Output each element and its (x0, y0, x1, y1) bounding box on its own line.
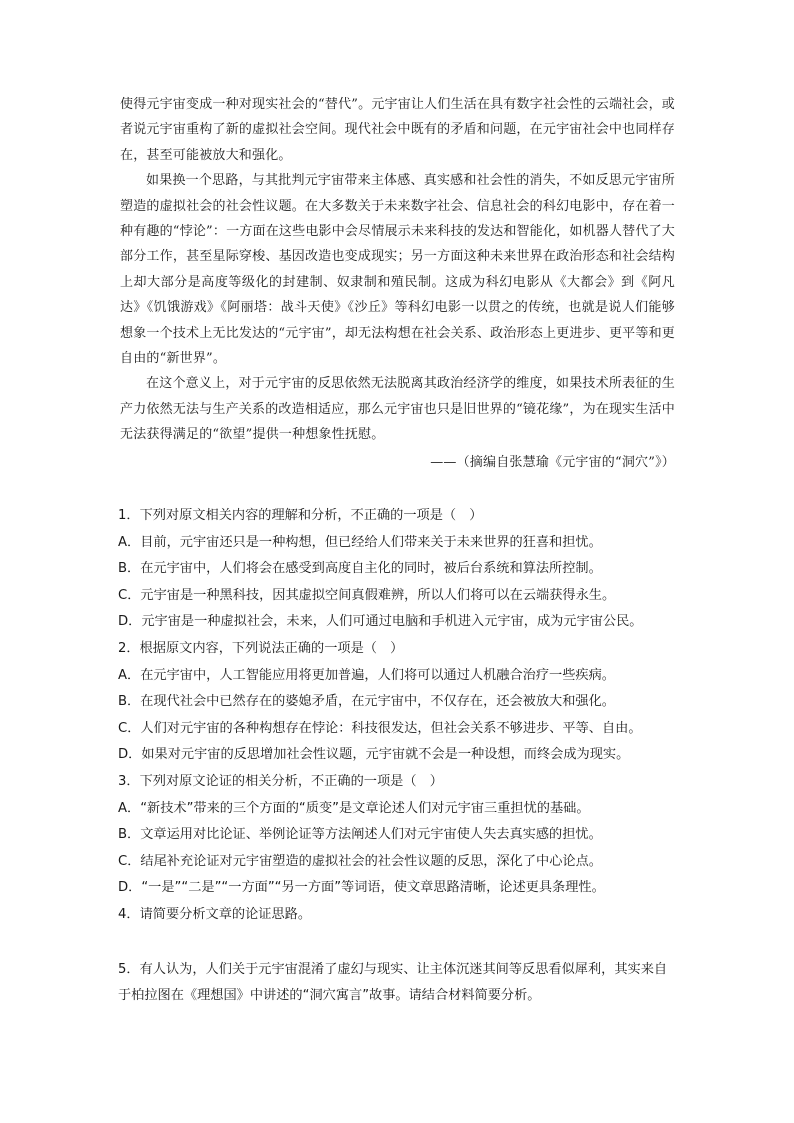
passage-paragraph: 如果换一个思路，与其批判元宇宙带来主体感、真实感和社会性的消失，不如反思元宇宙所塑造的虚拟社会的社会性议题。在大多数关于未来数字社会、信息社会的科幻电影中，存在着一种有趣的“悖论”：一方面在这些电影中会尽情展示未来科技的发达和智能化，如机器人替代了大部分工作，甚至星际穿梭、基因改造也变成现实；另一方面这种未来世界在政治形态和社会结构上却大部分是高度等级化的封建制、奴隶制和殖民制。这成为科幻电影从《大都会》到《阿凡达》《饥饿游戏》《阿丽塔：战斗天使》《沙丘》等科幻电影一以贯之的传统，也就是说人们能够想象一个技术上无比发达的“元宇宙”，却无法构想在社会关系、政治形态上更进步、更平等和更自由的“新世界”。 (120, 173, 675, 367)
option-a: A．在元宇宙中，人工智能应用将更加普遍，人们将可以通过人机融合治疗一些疾病。 (118, 667, 615, 683)
option-c: C．结尾补充论证对元宇宙塑造的虚拟社会的社会性议题的反思，深化了中心论点。 (118, 853, 602, 869)
question-stem: 3．下列对原文论证的相关分析，不正确的一项是（ ） (118, 773, 443, 789)
option-d: D．如果对元宇宙的反思增加社会性议题，元宇宙就不会是一种设想，而终会成为现实。 (118, 747, 630, 763)
question-stem: 1．下列对原文相关内容的理解和分析，不正确的一项是（ ） (118, 508, 483, 523)
option-c: C．人们对元宇宙的各种构想存在悖论：科技很发达，但社会关系不够进步、平等、自由。 (118, 720, 642, 736)
passage-paragraph: 使得元宇宙变成一种对现实社会的“替代”。元宇宙让人们生活在具有数字社会性的云端社会，或者说元宇宙重构了新的虚拟社会空间。现代社会中既有的矛盾和问题，在元宇宙社会中也同样存在，甚至可能被放大和强化。 (120, 97, 675, 163)
question-stem: 2．根据原文内容，下列说法正确的一项是（ ） (118, 640, 404, 656)
option-d: D．“一是”“二是”“一方面”“另一方面”等词语，使文章思路清晰，论述更具条理性。 (118, 880, 605, 896)
question-3 (118, 769, 678, 902)
question-4 (118, 902, 678, 929)
question-stem: 5．有人认为，人们关于元宇宙混淆了虚幻与现实、让主体沉迷其间等反思看似犀利，其实来自于柏拉图在《理想国》中讲述的“洞穴寓言”故事。请结合材料简要分析。 (118, 961, 668, 1003)
question-2 (118, 636, 678, 769)
question-list (118, 503, 678, 1009)
passage-source: ——（摘编自张慧瑜《元宇宙的“洞穴”》） (430, 454, 675, 470)
option-d: D．元宇宙是一种虚拟社会，未来，人们可通过电脑和手机进入元宇宙，成为元宇宙公民。 (118, 614, 643, 630)
option-a: A．“新技术”带来的三个方面的“质变”是文章论述人们对元宇宙三重担忧的基础。 (118, 800, 590, 816)
option-b: B．在元宇宙中，人们将会在感受到高度自主化的同时，被后台系统和算法所控制。 (118, 561, 602, 577)
question-5 (118, 957, 678, 1009)
option-b: B．在现代社会中已然存在的婆媳矛盾，在元宇宙中，不仅存在，还会被放大和强化。 (118, 694, 615, 710)
question-stem: 4．请简要分析文章的论证思路。 (118, 906, 312, 922)
passage-paragraph: 在这个意义上，对于元宇宙的反思依然无法脱离其政治经济学的维度，如果技术所表征的生产力依然无法与生产关系的改造相适应，那么元宇宙也只是旧世界的“镜花缘”，为在现实生活中无法获得满足的“欲望”提供一种想象性抚慰。 (120, 376, 675, 443)
option-b: B．文章运用对比论证、举例论证等方法阐述人们对元宇宙使人失去真实感的担忧。 (118, 827, 602, 843)
question-1 (118, 503, 678, 636)
option-c: C．元宇宙是一种黑科技，因其虚拟空间真假难辨，所以人们将可以在云端获得永生。 (118, 587, 616, 603)
reading-passage (120, 92, 675, 475)
option-a: A．目前，元宇宙还只是一种构想，但已经给人们带来关于未来世界的狂喜和担忧。 (118, 534, 602, 550)
